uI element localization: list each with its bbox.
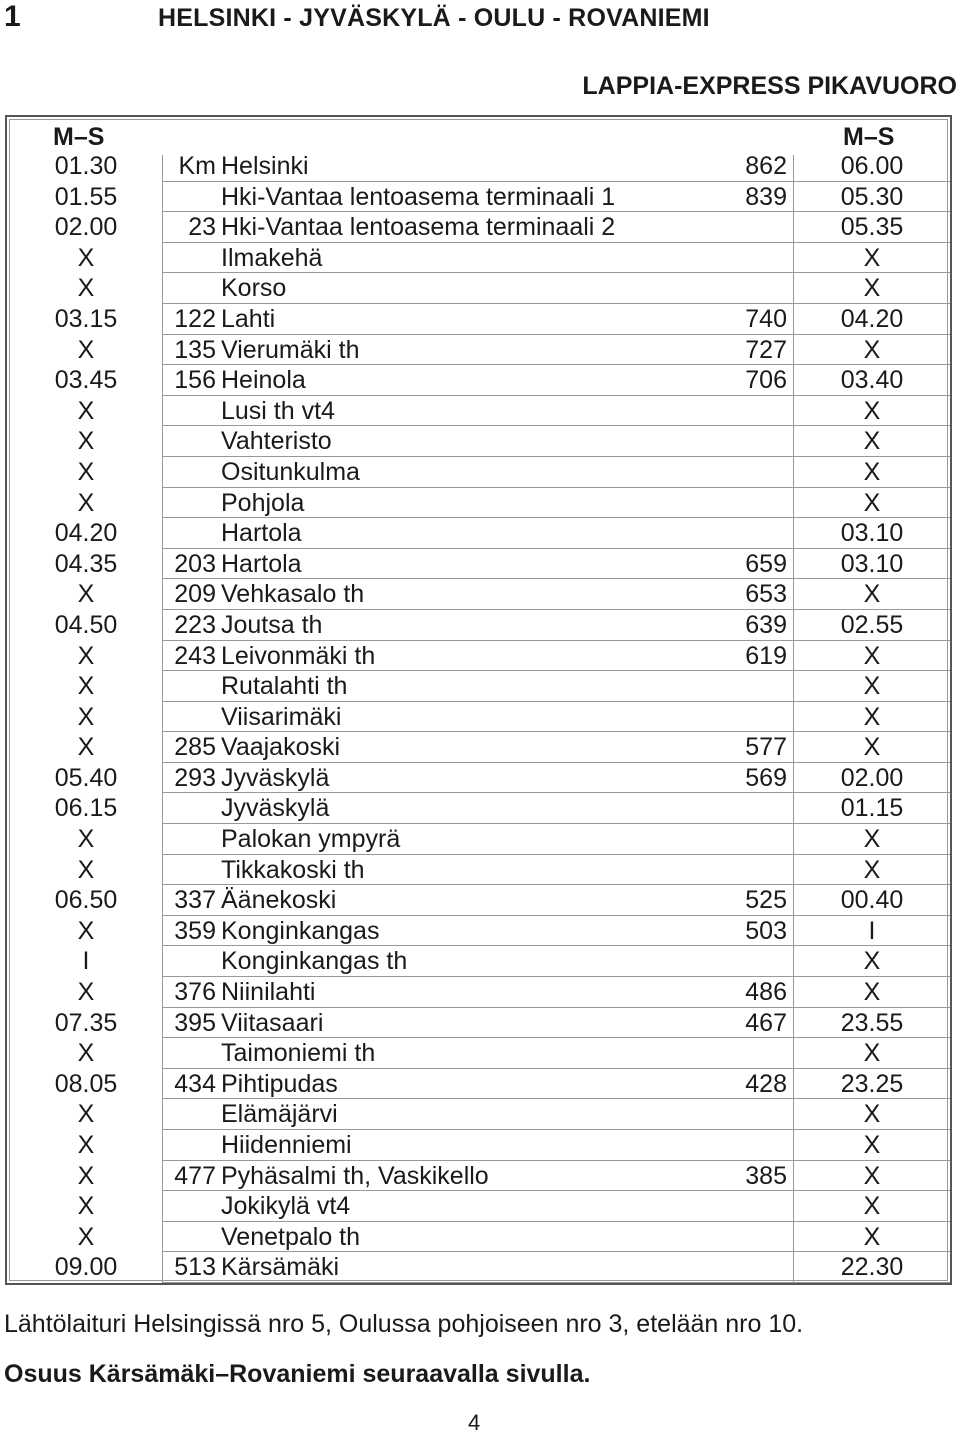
table-row: [7, 579, 950, 610]
km-from-helsinki: 223: [174, 610, 216, 639]
km-from-helsinki: 477: [174, 1161, 216, 1190]
km-to-rovaniemi: 639: [745, 610, 787, 639]
left-time: X: [77, 243, 95, 272]
left-time: X: [77, 457, 95, 486]
stop-name: Hki-Vantaa lentoasema terminaali 1: [221, 182, 616, 211]
left-time: 03.45: [54, 366, 118, 395]
right-time: X: [863, 733, 881, 762]
stop-name: Joutsa th: [221, 610, 323, 639]
table-row: [7, 946, 950, 977]
stop-name: Lahti: [221, 304, 276, 333]
right-time: 02.55: [840, 610, 904, 639]
right-time: X: [863, 641, 881, 670]
timetable-rows: [7, 151, 950, 1283]
stop-name: Leivonmäki th: [221, 641, 376, 670]
left-time: 06.15: [54, 794, 118, 823]
stop-name: Elämäjärvi: [221, 1100, 338, 1129]
route-title: HELSINKI - JYVÄSKYLÄ - OULU - ROVANIEMI: [158, 4, 710, 32]
stop-name: Pyhäsalmi th, Vaskikello: [221, 1161, 489, 1190]
stop-name: Ositunkulma: [221, 457, 360, 486]
right-time: 23.55: [840, 1008, 904, 1037]
km-to-rovaniemi: 706: [745, 366, 787, 395]
left-time: X: [77, 1192, 95, 1221]
km-from-helsinki: Km: [178, 152, 216, 180]
km-to-rovaniemi: 727: [745, 335, 787, 364]
km-to-rovaniemi: 428: [745, 1069, 787, 1098]
km-from-helsinki: 513: [174, 1253, 216, 1282]
table-row: [7, 1130, 950, 1161]
right-time: X: [863, 825, 881, 854]
right-time: X: [863, 457, 881, 486]
km-from-helsinki: 209: [174, 580, 216, 609]
right-time: X: [863, 672, 881, 701]
table-row: [7, 182, 950, 213]
row-rule: [162, 1282, 950, 1283]
stop-name: Hiidenniemi: [221, 1131, 352, 1159]
km-to-rovaniemi: 525: [745, 886, 787, 915]
right-days-header: M–S: [843, 123, 895, 151]
table-row: [7, 273, 950, 304]
right-time: 22.30: [840, 1253, 904, 1282]
stop-name: Hartola: [221, 519, 302, 548]
left-time: 06.50: [54, 886, 118, 915]
stop-name: Tikkakoski th: [221, 855, 365, 884]
left-time: X: [77, 641, 95, 670]
stop-name: Konginkangas th: [221, 947, 408, 976]
stop-name: Helsinki: [221, 152, 309, 180]
km-to-rovaniemi: 503: [745, 916, 787, 945]
left-time: 04.35: [54, 549, 118, 578]
table-row: [7, 885, 950, 916]
table-row: [7, 1069, 950, 1100]
timetable: [5, 115, 952, 1285]
left-time: 03.15: [54, 304, 118, 333]
stop-name: Rutalahti th: [221, 672, 348, 701]
left-time: I: [82, 947, 90, 976]
left-time: X: [77, 916, 95, 945]
km-from-helsinki: 395: [174, 1008, 216, 1037]
table-row: [7, 977, 950, 1008]
table-row: [7, 335, 950, 366]
right-time: X: [863, 1222, 881, 1251]
stop-name: Jyväskylä: [221, 794, 330, 823]
right-time: 05.35: [840, 213, 904, 242]
left-time: X: [77, 978, 95, 1007]
right-time: 06.00: [840, 152, 904, 180]
km-from-helsinki: 23: [188, 213, 216, 242]
km-from-helsinki: 376: [174, 978, 216, 1007]
table-row: [7, 1099, 950, 1130]
table-row: [7, 518, 950, 549]
km-to-rovaniemi: 862: [745, 152, 787, 180]
stop-name: Jokikylä vt4: [221, 1192, 351, 1221]
table-row: [7, 396, 950, 427]
table-row: [7, 916, 950, 947]
left-time: 01.30: [54, 152, 118, 180]
km-to-rovaniemi: 659: [745, 549, 787, 578]
table-row: [7, 212, 950, 243]
stop-name: Heinola: [221, 366, 306, 395]
km-from-helsinki: 156: [174, 366, 216, 395]
km-from-helsinki: 337: [174, 886, 216, 915]
stop-name: Niinilahti: [221, 978, 316, 1007]
left-time: X: [77, 733, 95, 762]
km-to-rovaniemi: 619: [745, 641, 787, 670]
km-to-rovaniemi: 740: [745, 304, 787, 333]
platform-note: Lähtölaituri Helsingissä nro 5, Oulussa pohjoiseen nro 3, etelään nro 10.: [4, 1310, 804, 1338]
stop-name: Konginkangas: [221, 916, 380, 945]
table-row: [7, 824, 950, 855]
left-time: 09.00: [54, 1253, 118, 1282]
left-time: X: [77, 855, 95, 884]
table-row: [7, 671, 950, 702]
left-time: 04.50: [54, 610, 118, 639]
table-row: [7, 1161, 950, 1192]
stop-name: Vahteristo: [221, 427, 332, 456]
right-time: I: [868, 916, 876, 945]
km-to-rovaniemi: 839: [745, 182, 787, 211]
table-row: [7, 549, 950, 580]
left-time: X: [77, 427, 95, 456]
right-time: X: [863, 427, 881, 456]
km-from-helsinki: 285: [174, 733, 216, 762]
left-time: X: [77, 1161, 95, 1190]
right-time: X: [863, 1039, 881, 1068]
left-time: 07.35: [54, 1008, 118, 1037]
right-time: X: [863, 396, 881, 425]
left-time: X: [77, 488, 95, 517]
stop-name: Korso: [221, 274, 287, 303]
km-from-helsinki: 243: [174, 641, 216, 670]
table-row: [7, 732, 950, 763]
table-row: [7, 243, 950, 274]
left-time: X: [77, 702, 95, 731]
table-row: [7, 702, 950, 733]
table-row: [7, 151, 950, 182]
right-time: X: [863, 855, 881, 884]
table-row: [7, 641, 950, 672]
km-to-rovaniemi: 385: [745, 1161, 787, 1190]
right-time: X: [863, 488, 881, 517]
right-time: X: [863, 1100, 881, 1129]
table-row: [7, 426, 950, 457]
km-to-rovaniemi: 577: [745, 733, 787, 762]
right-time: X: [863, 335, 881, 364]
stop-name: Venetpalo th: [221, 1222, 361, 1251]
km-from-helsinki: 203: [174, 549, 216, 578]
right-time: X: [863, 1131, 881, 1159]
right-time: X: [863, 243, 881, 272]
table-row: [7, 457, 950, 488]
table-row: [7, 1008, 950, 1039]
page-number: 4: [468, 1410, 481, 1435]
left-time: X: [77, 396, 95, 425]
stop-name: Pihtipudas: [221, 1069, 338, 1098]
stop-name: Hki-Vantaa lentoasema terminaali 2: [221, 213, 616, 242]
left-time: X: [77, 274, 95, 303]
km-from-helsinki: 359: [174, 916, 216, 945]
right-time: 01.15: [840, 794, 904, 823]
continuation-note: Osuus Kärsämäki–Rovaniemi seuraavalla sivulla.: [4, 1360, 591, 1388]
right-time: 03.40: [840, 366, 904, 395]
left-days-header: M–S: [53, 123, 105, 151]
stop-name: Taimoniemi th: [221, 1039, 376, 1068]
route-subtitle: LAPPIA-EXPRESS PIKAVUORO: [582, 72, 957, 100]
stop-name: Vehkasalo th: [221, 580, 365, 609]
stop-name: Hartola: [221, 549, 302, 578]
stop-name: Viisarimäki: [221, 702, 342, 731]
left-time: X: [77, 672, 95, 701]
route-number: 1: [4, 0, 21, 33]
stop-name: Palokan ympyrä: [221, 825, 401, 854]
stop-name: Vaajakoski: [221, 733, 341, 762]
left-time: 08.05: [54, 1069, 118, 1098]
right-time: 00.40: [840, 886, 904, 915]
km-to-rovaniemi: 467: [745, 1008, 787, 1037]
table-row: [7, 365, 950, 396]
stop-name: Äänekoski: [221, 886, 337, 915]
table-row: [7, 610, 950, 641]
table-row: [7, 793, 950, 824]
stop-name: Vierumäki th: [221, 335, 360, 364]
km-from-helsinki: 434: [174, 1069, 216, 1098]
table-row: [7, 1222, 950, 1253]
right-time: 02.00: [840, 763, 904, 792]
table-row: [7, 763, 950, 794]
right-time: 05.30: [840, 182, 904, 211]
km-to-rovaniemi: 569: [745, 763, 787, 792]
left-time: X: [77, 335, 95, 364]
stop-name: Viitasaari: [221, 1008, 324, 1037]
stop-name: Pohjola: [221, 488, 305, 517]
right-time: X: [863, 1161, 881, 1190]
km-to-rovaniemi: 486: [745, 978, 787, 1007]
table-row: [7, 1252, 950, 1283]
right-time: X: [863, 978, 881, 1007]
left-time: X: [77, 580, 95, 609]
left-time: 02.00: [54, 213, 118, 242]
table-row: [7, 1038, 950, 1069]
right-time: X: [863, 580, 881, 609]
left-time: X: [77, 1100, 95, 1129]
stop-name: Lusi th vt4: [221, 396, 335, 425]
left-time: X: [77, 825, 95, 854]
right-time: 04.20: [840, 304, 904, 333]
left-time: 05.40: [54, 763, 118, 792]
stop-name: Ilmakehä: [221, 243, 323, 272]
right-time: 23.25: [840, 1069, 904, 1098]
km-to-rovaniemi: 653: [745, 580, 787, 609]
right-time: 03.10: [840, 549, 904, 578]
table-row: [7, 1191, 950, 1222]
km-from-helsinki: 122: [174, 304, 216, 333]
km-from-helsinki: 293: [174, 763, 216, 792]
stop-name: Kärsämäki: [221, 1253, 340, 1282]
left-time: 01.55: [54, 182, 118, 211]
left-time: X: [77, 1039, 95, 1068]
table-row: [7, 855, 950, 886]
right-time: X: [863, 702, 881, 731]
right-time: X: [863, 947, 881, 976]
right-time: 03.10: [840, 519, 904, 548]
km-from-helsinki: 135: [174, 335, 216, 364]
right-time: X: [863, 274, 881, 303]
table-row: [7, 488, 950, 519]
left-time: X: [77, 1222, 95, 1251]
left-time: X: [77, 1131, 95, 1159]
stop-name: Jyväskylä: [221, 763, 330, 792]
left-time: 04.20: [54, 519, 118, 548]
right-time: X: [863, 1192, 881, 1221]
table-row: [7, 304, 950, 335]
